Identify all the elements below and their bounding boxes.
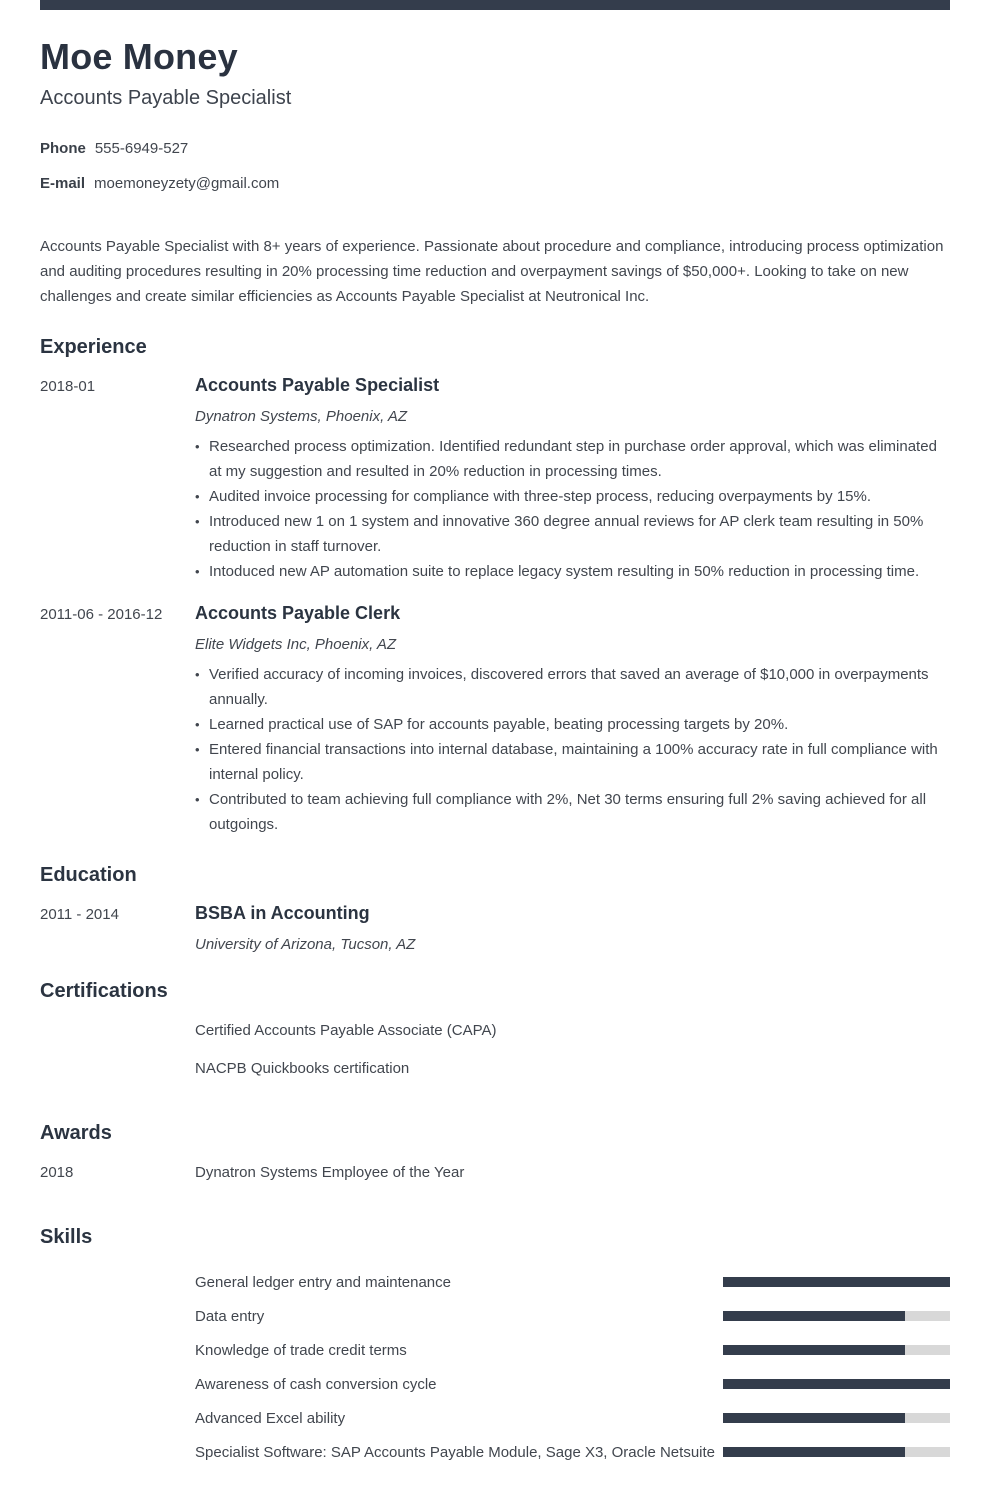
skill-label: Advanced Excel ability xyxy=(195,1409,346,1427)
skill-level-bar xyxy=(723,1379,950,1389)
skill-label: Awareness of cash conversion cycle xyxy=(195,1375,437,1393)
resume-header xyxy=(40,36,950,309)
contact-email-row xyxy=(40,175,950,192)
professional-summary: Accounts Payable Specialist with 8+ years of experience. Passionate about procedure and compliance, introducing process optimization and auditing procedures resulting in 20% processing time reduction and overpayment savings of $50,000+. Looking to take on new challenges and create similar efficiencies as Accounts Payable Specialist at Neutronical Inc. xyxy=(40,238,944,305)
skill-level-bar xyxy=(723,1345,950,1355)
skill-level-bar xyxy=(723,1413,950,1423)
skill-level-bar xyxy=(723,1277,950,1287)
experience-job-title: Accounts Payable Clerk xyxy=(195,603,401,623)
certification-item: Certified Accounts Payable Associate (CAPA) xyxy=(195,1022,497,1039)
skill-label: Data entry xyxy=(195,1307,265,1325)
skill-row xyxy=(195,1333,950,1367)
experience-bullet: • Contributed to team achieving full compliance with 2%, Net 30 terms ensuring full 2% saving achieved for all outgoings. xyxy=(195,787,950,837)
experience-entry-body xyxy=(195,375,950,584)
award-row xyxy=(40,1161,950,1199)
skills-rows xyxy=(40,1265,950,1469)
skill-label: General ledger entry and maintenance xyxy=(195,1273,451,1291)
section-education xyxy=(40,864,950,953)
experience-bullet: • Verified accuracy of incoming invoices, discovered errors that saved an average of $10,000 in overpayments annually. xyxy=(195,662,950,712)
experience-bullet: • Entered financial transactions into internal database, maintaining a 100% accuracy rate in full compliance with internal policy. xyxy=(195,737,950,787)
phone-label: Phone xyxy=(40,140,86,157)
contact-phone-row xyxy=(40,140,950,157)
skill-row xyxy=(195,1367,950,1401)
skill-level-fill xyxy=(723,1311,905,1321)
experience-bullet: • Researched process optimization. Identified redundant step in purchase order approval, which was eliminated at my suggestion and resulted in 20% reduction in processing times. xyxy=(195,434,950,484)
award-text: Dynatron Systems Employee of the Year xyxy=(195,1164,465,1181)
skill-row xyxy=(195,1265,950,1299)
skill-row xyxy=(195,1435,950,1469)
education-entry xyxy=(40,903,950,953)
section-experience xyxy=(40,336,950,837)
skill-label: Specialist Software: SAP Accounts Payable Module, Sage X3, Oracle Netsuite xyxy=(195,1443,716,1461)
experience-entry-body xyxy=(195,603,950,837)
contact-block xyxy=(40,140,950,192)
skill-level-fill xyxy=(723,1447,905,1457)
phone-value: 555-6949-527 xyxy=(94,140,189,157)
experience-bullet: • Introduced new 1 on 1 system and innovative 360 degree annual reviews for AP clerk team resulting in 50% reduction in staff turnover. xyxy=(195,509,950,559)
skills-heading: Skills xyxy=(40,1226,93,1248)
skill-row xyxy=(195,1299,950,1333)
skill-row xyxy=(195,1401,950,1435)
section-certifications xyxy=(40,980,950,1095)
education-date: 2011 - 2014 xyxy=(40,906,119,923)
skill-level-fill xyxy=(723,1345,905,1355)
experience-bullet-list xyxy=(195,434,950,584)
certification-row xyxy=(40,1019,950,1095)
experience-company: Elite Widgets Inc, Phoenix, AZ xyxy=(195,636,397,653)
certification-date-empty xyxy=(40,1019,195,1095)
certification-list xyxy=(195,1019,950,1095)
skills-date-empty xyxy=(40,1265,195,1469)
certifications-heading: Certifications xyxy=(40,980,168,1002)
education-school: University of Arizona, Tucson, AZ xyxy=(195,936,416,953)
experience-entry xyxy=(40,375,950,584)
education-heading: Education xyxy=(40,864,137,886)
award-date: 2018 xyxy=(40,1164,74,1181)
experience-bullet-list xyxy=(195,662,950,837)
email-label: E-mail xyxy=(40,175,86,192)
experience-date: 2018-01 xyxy=(40,378,96,395)
skill-level-fill xyxy=(723,1413,905,1423)
skill-level-fill xyxy=(723,1379,950,1389)
experience-date: 2011-06 - 2016-12 xyxy=(40,606,163,623)
skill-label: Knowledge of trade credit terms xyxy=(195,1341,407,1359)
section-skills xyxy=(40,1226,950,1469)
experience-bullet: • Audited invoice processing for compliance with three-step process, reducing overpayments by 15%. xyxy=(195,484,950,509)
awards-heading: Awards xyxy=(40,1122,112,1144)
email-value: moemoneyzety@gmail.com xyxy=(94,175,280,192)
person-name: Moe Money xyxy=(40,36,238,77)
skill-level-bar xyxy=(723,1311,950,1321)
person-job-title: Accounts Payable Specialist xyxy=(40,87,292,109)
skill-level-bar xyxy=(723,1447,950,1457)
experience-bullet: • Intoduced new AP automation suite to replace legacy system resulting in 50% reduction in processing time. xyxy=(195,559,950,584)
top-accent-bar xyxy=(40,0,950,10)
certification-item: NACPB Quickbooks certification xyxy=(195,1060,410,1077)
skill-level-fill xyxy=(723,1277,950,1287)
section-awards xyxy=(40,1122,950,1199)
experience-entry xyxy=(40,603,950,837)
experience-heading: Experience xyxy=(40,336,147,358)
experience-bullet: • Learned practical use of SAP for accounts payable, beating processing targets by 20%. xyxy=(195,712,950,737)
experience-job-title: Accounts Payable Specialist xyxy=(195,375,440,395)
experience-company: Dynatron Systems, Phoenix, AZ xyxy=(195,408,408,425)
education-degree: BSBA in Accounting xyxy=(195,903,370,923)
education-entry-body xyxy=(195,903,950,953)
skills-list xyxy=(195,1265,950,1469)
